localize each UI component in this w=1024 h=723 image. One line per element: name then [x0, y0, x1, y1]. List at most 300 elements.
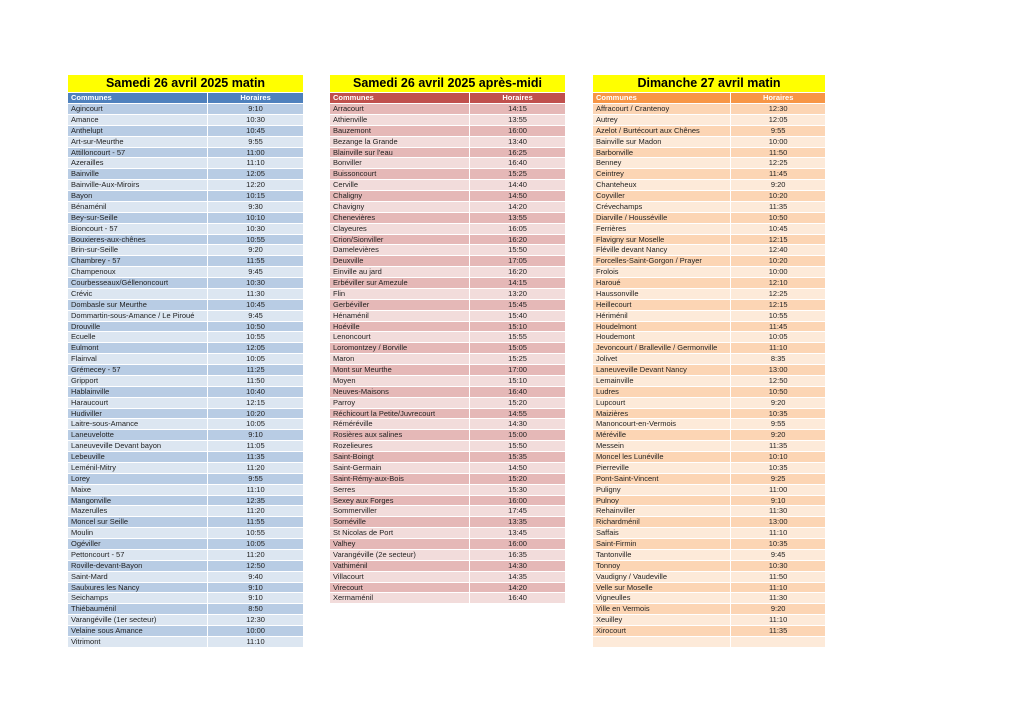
horaire-cell: 10:00 [730, 137, 825, 147]
table-header-row [68, 93, 303, 104]
table-row [68, 180, 303, 191]
horaire-cell: 13:00 [730, 517, 825, 527]
horaire-cell: 10:05 [207, 539, 303, 549]
table-row [68, 626, 303, 637]
horaire-cell: 15:40 [469, 311, 565, 321]
horaire-cell: 14:30 [469, 561, 565, 571]
table-row [593, 593, 825, 604]
horaire-cell: 11:35 [730, 626, 825, 636]
horaire-cell: 17:45 [469, 506, 565, 516]
commune-cell: Hudiviller [71, 408, 102, 418]
commune-cell: Bainville sur Madon [596, 136, 662, 146]
commune-cell: Attilloncourt - 57 [71, 147, 126, 157]
table-row [593, 148, 825, 159]
table-row [68, 550, 303, 561]
table-row [68, 593, 303, 604]
commune-cell: Velaine sous Amance [71, 626, 143, 635]
table-row [593, 365, 825, 376]
horaire-cell: 13:55 [469, 115, 565, 125]
horaire-cell: 17:05 [469, 256, 565, 266]
table-row [330, 430, 565, 441]
horaire-cell: 12:30 [207, 615, 303, 625]
commune-cell: Vitrimont [71, 636, 101, 646]
horaire-cell: 10:35 [730, 539, 825, 549]
table-row [593, 474, 825, 485]
horaire-cell: 11:45 [730, 169, 825, 179]
horaire-cell: 10:05 [207, 419, 303, 429]
table-row [330, 485, 565, 496]
horaire-cell: 12:05 [207, 169, 303, 179]
table-row [68, 463, 303, 474]
commune-cell: Bioncourt - 57 [71, 223, 118, 233]
commune-cell: Rehainviller [596, 506, 636, 516]
commune-cell: Jolivet [596, 354, 618, 364]
table-row [68, 430, 303, 441]
horaire-cell: 12:05 [207, 343, 303, 353]
horaire-cell: 9:20 [730, 180, 825, 190]
commune-cell: Lebeuville [71, 452, 105, 461]
horaire-cell: 12:15 [730, 300, 825, 310]
horaire-cell: 11:20 [207, 506, 303, 516]
commune-cell: Laneuveville Devant bayon [71, 441, 162, 451]
commune-cell: Art-sur-Meurthe [71, 136, 124, 146]
horaire-cell: 9:20 [730, 430, 825, 440]
table-row [593, 180, 825, 191]
table-row [68, 148, 303, 159]
table-samedi-26-avril-apres-midi [330, 75, 565, 604]
table-row [593, 104, 825, 115]
commune-cell: Rozelieures [333, 441, 373, 451]
commune-cell: Vathiménil [333, 560, 368, 570]
horaire-cell: 16:20 [469, 235, 565, 245]
horaire-cell: 14:15 [469, 104, 565, 114]
table-row [593, 245, 825, 256]
commune-cell: Ceintrey [596, 169, 624, 179]
table-row [330, 169, 565, 180]
commune-cell: Ferrières [596, 223, 627, 233]
commune-cell: Ecuelle [71, 332, 96, 342]
table-row [68, 615, 303, 626]
commune-cell: Deuxville [333, 256, 364, 266]
table-header-row [330, 93, 565, 104]
commune-cell: Sornéville [333, 517, 366, 527]
horaire-cell: 14:30 [469, 419, 565, 429]
commune-cell: Dombasle sur Meurthe [71, 299, 147, 309]
horaire-cell: 13:20 [469, 289, 565, 299]
horaire-cell: 9:55 [207, 137, 303, 147]
commune-cell [593, 637, 730, 647]
horaire-cell: 10:45 [207, 126, 303, 136]
commune-cell: Jevoncourt / Bralleville / Germonville [596, 343, 718, 353]
table-row [330, 398, 565, 409]
commune-cell: Valhey [333, 539, 356, 548]
table-row [68, 387, 303, 398]
horaire-cell: 14:55 [469, 409, 565, 419]
commune-cell: Tantonville [596, 549, 632, 559]
horaire-cell: 11:35 [730, 441, 825, 451]
table-body [330, 104, 565, 604]
commune-cell: Xirocourt [596, 626, 627, 635]
table-row [68, 485, 303, 496]
commune-cell: Saint-Mard [71, 571, 108, 581]
table-row [68, 528, 303, 539]
table-row [330, 300, 565, 311]
commune-cell: Mont sur Meurthe [333, 365, 392, 374]
table-row [68, 441, 303, 452]
horaire-cell: 14:35 [469, 572, 565, 582]
table-row [593, 539, 825, 550]
table-row [593, 115, 825, 126]
table-row [68, 322, 303, 333]
table-row [68, 496, 303, 507]
horaire-cell: 13:55 [469, 213, 565, 223]
table-row [593, 267, 825, 278]
table-row [330, 224, 565, 235]
horaire-cell: 11:10 [730, 528, 825, 538]
table-row [593, 561, 825, 572]
horaire-cell: 12:40 [730, 245, 825, 255]
horaire-cell: 8:50 [207, 604, 303, 614]
horaire-cell: 9:10 [207, 593, 303, 603]
horaire-cell: 12:50 [730, 376, 825, 386]
table-row [68, 539, 303, 550]
commune-cell: Laneuveville Devant Nancy [596, 365, 687, 374]
table-row [593, 452, 825, 463]
commune-cell: Serres [333, 484, 356, 494]
horaire-cell: 12:35 [207, 496, 303, 506]
horaire-cell: 9:20 [730, 604, 825, 614]
commune-cell: Gerbéviller [333, 299, 370, 309]
horaire-cell: 16:40 [469, 158, 565, 168]
commune-cell: Eulmont [71, 343, 99, 353]
table-row [593, 430, 825, 441]
commune-cell: Buissoncourt [333, 169, 377, 179]
horaire-cell: 10:30 [207, 224, 303, 234]
horaire-cell: 10:40 [207, 387, 303, 397]
horaire-cell: 10:20 [207, 409, 303, 419]
commune-cell: Chenevières [333, 212, 376, 222]
table-row [68, 419, 303, 430]
commune-cell: Laneuvelotte [71, 430, 114, 440]
horaire-cell: 16:25 [469, 148, 565, 158]
horaire-cell: 10:05 [730, 332, 825, 342]
table-row [330, 539, 565, 550]
table-row [68, 126, 303, 137]
horaire-cell: 15:20 [469, 474, 565, 484]
horaire-cell: 16:40 [469, 387, 565, 397]
table-row [330, 322, 565, 333]
commune-cell: Vaudigny / Vaudeville [596, 571, 668, 581]
commune-cell: Laitre-sous-Amance [71, 419, 139, 429]
commune-cell: Pettoncourt - 57 [71, 549, 125, 559]
horaire-cell: 9:30 [207, 202, 303, 212]
horaire-cell: 10:10 [207, 213, 303, 223]
table-title: Samedi 26 avril 2025 matin [68, 75, 303, 93]
horaire-cell: 10:05 [207, 354, 303, 364]
column-header-communes: Communes [596, 93, 637, 102]
commune-cell: Velle sur Moselle [596, 582, 653, 592]
table-row [68, 224, 303, 235]
horaire-cell: 9:20 [730, 398, 825, 408]
table-row [330, 506, 565, 517]
commune-cell: Neuves-Maisons [333, 386, 389, 396]
commune-cell: Parroy [333, 397, 356, 407]
table-row [68, 300, 303, 311]
table-row [330, 311, 565, 322]
commune-cell: St Nicolas de Port [333, 528, 394, 538]
horaire-cell: 11:00 [207, 148, 303, 158]
commune-cell: Manoncourt-en-Vermois [596, 419, 677, 429]
table-row [68, 452, 303, 463]
horaire-cell: 10:10 [730, 452, 825, 462]
table-row [593, 202, 825, 213]
horaire-cell: 11:35 [207, 452, 303, 462]
commune-cell: Houdelmont [596, 321, 637, 331]
commune-cell: Amance [71, 114, 99, 124]
commune-cell: Arracourt [333, 104, 364, 113]
commune-cell: Benney [596, 158, 622, 168]
table-row [68, 267, 303, 278]
commune-cell: Gripport [71, 375, 99, 385]
commune-cell: Varangéville (2e secteur) [333, 549, 416, 559]
commune-cell: Pierreville [596, 462, 629, 472]
table-row [330, 561, 565, 572]
commune-cell: Réchicourt la Petite/Juvrecourt [333, 408, 436, 418]
horaire-cell: 12:15 [730, 235, 825, 245]
table-row [593, 572, 825, 583]
commune-cell: Drouville [71, 321, 101, 331]
commune-cell: Hablainville [71, 386, 110, 396]
table-row [68, 637, 303, 648]
table-row [68, 278, 303, 289]
table-row [593, 441, 825, 452]
table-row [593, 137, 825, 148]
table-row [593, 343, 825, 354]
horaire-cell: 14:20 [469, 583, 565, 593]
horaire-cell: 9:40 [207, 572, 303, 582]
table-row [593, 528, 825, 539]
horaire-cell: 11:30 [207, 289, 303, 299]
table-row [68, 235, 303, 246]
horaire-cell: 15:50 [469, 441, 565, 451]
commune-cell: Maron [333, 354, 355, 364]
commune-cell: Maizières [596, 408, 629, 418]
horaire-cell: 10:55 [207, 332, 303, 342]
horaire-cell: 13:40 [469, 137, 565, 147]
commune-cell: Haroué [596, 278, 621, 287]
commune-cell: Xermaménil [333, 593, 374, 603]
table-row [593, 463, 825, 474]
commune-cell: Houdemont [596, 332, 635, 342]
commune-cell: Fléville devant Nancy [596, 245, 668, 255]
commune-cell: Xeuilley [596, 615, 623, 625]
table-row [330, 245, 565, 256]
table-row [68, 289, 303, 300]
table-row [330, 104, 565, 115]
table-row [593, 354, 825, 365]
horaire-cell: 10:15 [207, 191, 303, 201]
commune-cell: Anthelupt [71, 125, 103, 135]
horaire-cell: 12:30 [730, 104, 825, 114]
commune-cell: Moncel sur Seille [71, 517, 129, 527]
column-header-horaires: Horaires [207, 93, 303, 103]
table-row [330, 376, 565, 387]
table-row [330, 572, 565, 583]
commune-cell: Sommerviller [333, 506, 377, 516]
column-header-communes: Communes [71, 93, 112, 102]
table-row [330, 583, 565, 594]
table-row [593, 289, 825, 300]
commune-cell: Azerailles [71, 158, 104, 168]
commune-cell: Loromontzey / Borville [333, 343, 408, 353]
commune-cell: Bonviller [333, 158, 362, 168]
horaire-cell: 11:00 [730, 485, 825, 495]
commune-cell: Seichamps [71, 593, 109, 603]
horaire-cell: 12:10 [730, 278, 825, 288]
commune-cell: Coyviller [596, 191, 625, 200]
table-row [330, 343, 565, 354]
horaire-cell: 9:10 [207, 583, 303, 593]
horaire-cell: 11:30 [730, 593, 825, 603]
horaire-cell: 13:45 [469, 528, 565, 538]
table-body [593, 104, 825, 648]
horaire-cell: 11:55 [207, 517, 303, 527]
horaire-cell: 11:10 [730, 343, 825, 353]
commune-cell: Messein [596, 441, 624, 451]
commune-cell: Haussonville [596, 288, 639, 298]
table-row [330, 267, 565, 278]
commune-cell: Saulxures les Nancy [71, 582, 140, 592]
commune-cell: Saffais [596, 528, 619, 538]
table-row [68, 572, 303, 583]
table-header-row [593, 93, 825, 104]
horaire-cell: 11:35 [730, 202, 825, 212]
horaire-cell: 9:10 [207, 430, 303, 440]
horaire-cell: 10:00 [207, 626, 303, 636]
table-row [330, 463, 565, 474]
table-row [68, 202, 303, 213]
commune-cell: Réméréville [333, 419, 373, 429]
horaire-cell: 15:20 [469, 398, 565, 408]
horaire-cell: 9:10 [730, 496, 825, 506]
commune-cell: Moncel les Lunéville [596, 452, 664, 461]
commune-cell: Lorey [71, 473, 90, 483]
horaire-cell: 10:30 [207, 278, 303, 288]
table-body [68, 104, 303, 648]
table-row [593, 126, 825, 137]
horaire-cell: 12:15 [207, 398, 303, 408]
commune-cell: Bauzemont [333, 125, 371, 135]
horaire-cell: 12:05 [730, 115, 825, 125]
horaire-cell: 15:50 [469, 245, 565, 255]
commune-cell: Champenoux [71, 267, 116, 277]
horaire-cell: 11:10 [207, 485, 303, 495]
table-row [68, 213, 303, 224]
horaire-cell: 11:20 [207, 463, 303, 473]
commune-cell: Thiébauménil [71, 604, 117, 614]
commune-cell: Saint-Rémy-aux-Bois [333, 473, 404, 483]
table-row [68, 474, 303, 485]
commune-cell: Chaligny [333, 191, 363, 200]
table-row [593, 376, 825, 387]
commune-cell: Maixe [71, 484, 92, 494]
table-row [593, 158, 825, 169]
table-row [330, 278, 565, 289]
horaire-cell: 8:35 [730, 354, 825, 364]
horaire-cell: 10:55 [207, 528, 303, 538]
table-row [330, 289, 565, 300]
horaire-cell: 15:30 [469, 485, 565, 495]
horaire-cell: 12:20 [207, 180, 303, 190]
horaire-cell: 10:50 [730, 387, 825, 397]
commune-cell: Virecourt [333, 582, 363, 592]
table-row [593, 615, 825, 626]
horaire-cell: 13:35 [469, 517, 565, 527]
commune-cell: Villacourt [333, 571, 364, 581]
commune-cell: Azelot / Burtécourt aux Chênes [596, 125, 700, 135]
table-title: Dimanche 27 avril matin [593, 75, 825, 93]
commune-cell: Sexey aux Forges [333, 495, 394, 505]
horaire-cell: 10:30 [730, 561, 825, 571]
table-row [330, 202, 565, 213]
table-row [593, 256, 825, 267]
table-row [593, 583, 825, 594]
horaire-cell: 10:55 [730, 311, 825, 321]
commune-cell: Flin [333, 288, 346, 298]
horaire-cell: 11:45 [730, 322, 825, 332]
horaire-cell: 16:00 [469, 126, 565, 136]
table-row [593, 224, 825, 235]
horaire-cell: 11:50 [207, 376, 303, 386]
horaire-cell: 15:35 [469, 452, 565, 462]
horaire-cell: 10:20 [730, 191, 825, 201]
horaire-cell: 10:55 [207, 235, 303, 245]
horaire-cell: 16:05 [469, 224, 565, 234]
horaire-cell: 11:10 [207, 637, 303, 647]
table-row [68, 398, 303, 409]
table-row [330, 496, 565, 507]
table-row [68, 256, 303, 267]
table-row [68, 354, 303, 365]
horaire-cell: 16:00 [469, 539, 565, 549]
commune-cell: Brin-sur-Seille [71, 245, 119, 255]
horaire-cell: 10:50 [730, 213, 825, 223]
table-row [68, 332, 303, 343]
commune-cell: Affracourt / Crantenoy [596, 104, 670, 113]
horaire-cell: 15:05 [469, 343, 565, 353]
table-row [330, 191, 565, 202]
horaire-cell: 11:50 [730, 572, 825, 582]
table-row [330, 213, 565, 224]
horaire-cell: 9:10 [207, 104, 303, 114]
horaire-cell: 12:50 [207, 561, 303, 571]
commune-cell: Crévic [71, 288, 93, 298]
table-row [68, 376, 303, 387]
table-row [593, 311, 825, 322]
commune-cell: Lemainville [596, 375, 634, 385]
table-row [593, 626, 825, 637]
table-title: Samedi 26 avril 2025 après-midi [330, 75, 565, 93]
table-dimanche-27-avril-matin [593, 75, 825, 648]
horaire-cell: 14:20 [469, 202, 565, 212]
commune-cell: Vigneulles [596, 593, 631, 603]
table-row [593, 169, 825, 180]
horaire-cell: 16:40 [469, 593, 565, 603]
column-header-horaires: Horaires [730, 93, 825, 103]
commune-cell: Pont-Saint-Vincent [596, 473, 659, 483]
horaire-cell: 11:50 [730, 148, 825, 158]
commune-cell: Bezange la Grande [333, 136, 398, 146]
